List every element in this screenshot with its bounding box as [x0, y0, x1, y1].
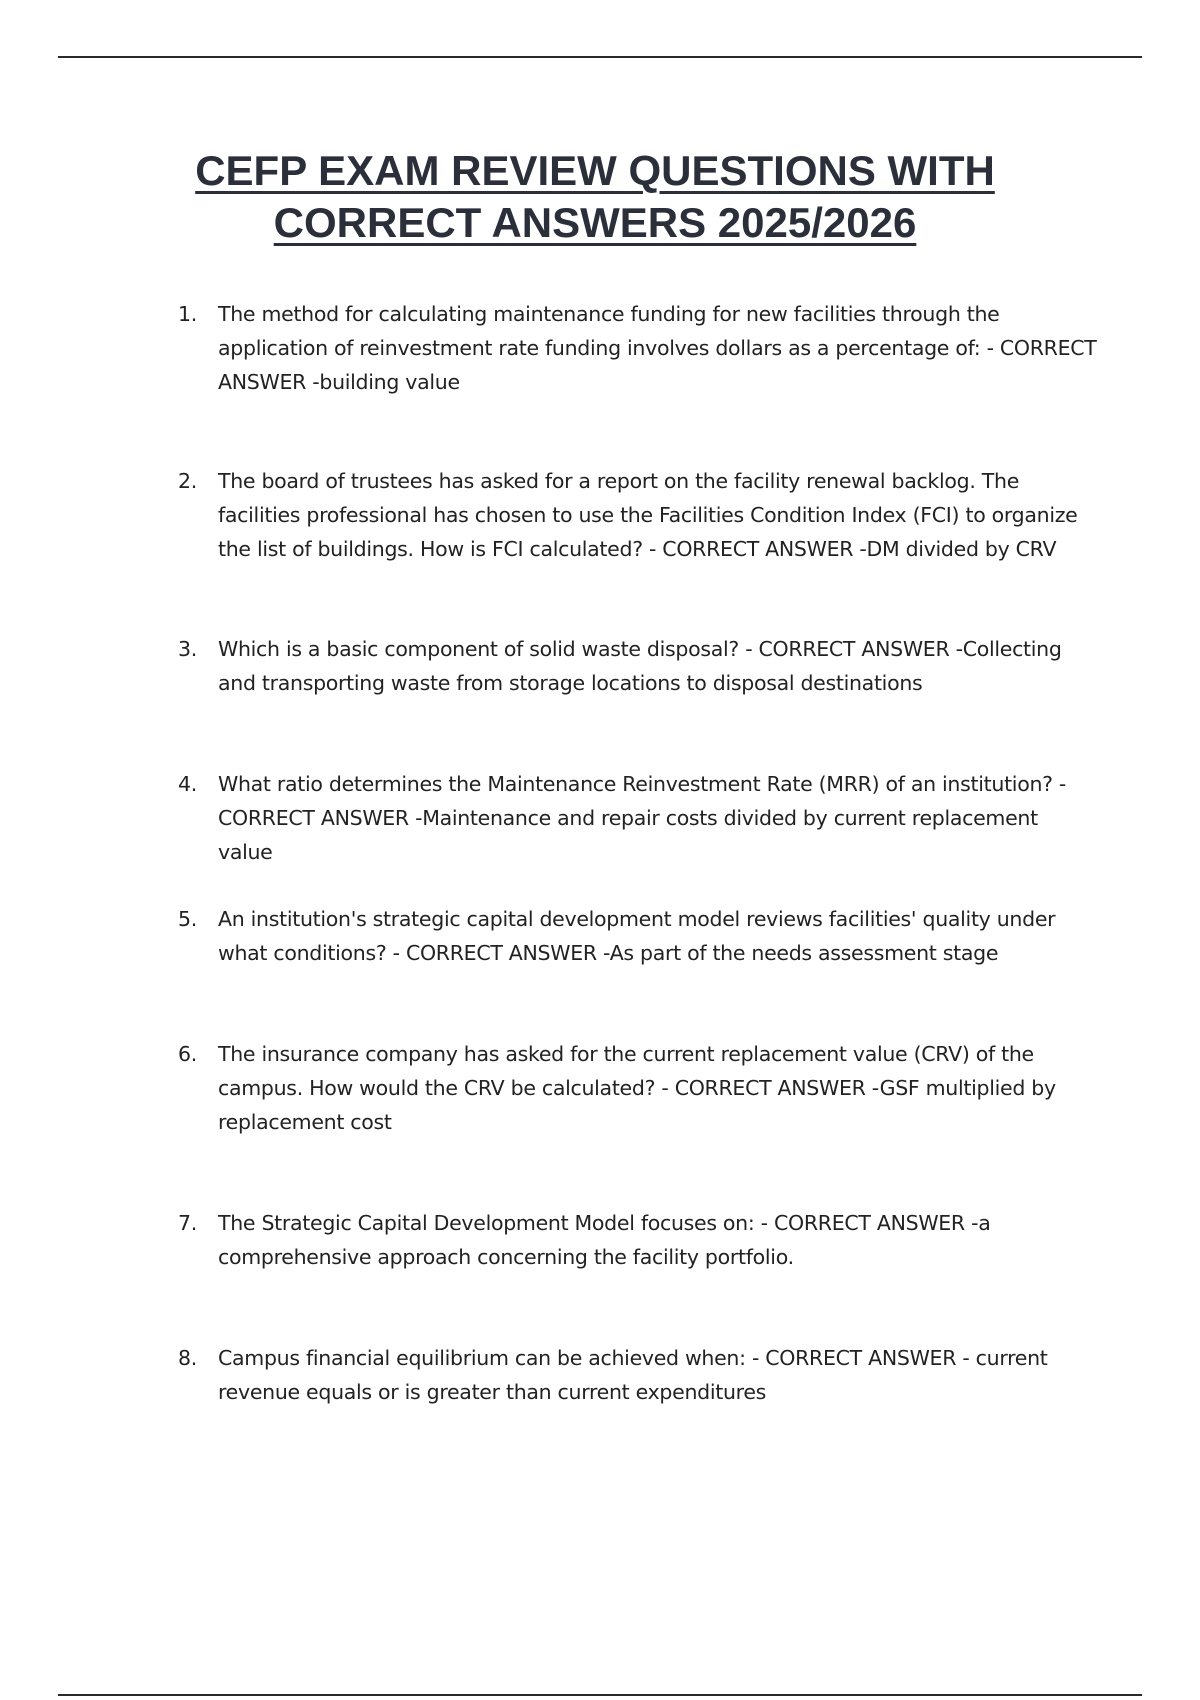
bottom-rule: [58, 1694, 1142, 1696]
question-number: 2.: [178, 469, 197, 493]
question-text: What ratio determines the Maintenance Reinvestment Rate (MRR) of an institution? - CORRECT ANSWER -Maintenance and repair costs divided by current replacement value: [218, 772, 1067, 864]
question-item: [178, 464, 1098, 566]
question-item: [178, 1341, 1098, 1409]
question-text: The board of trustees has asked for a report on the facility renewal backlog. The facilities professional has chosen to use the Facilities Condition Index (FCI) to organize the list of buildings. How is FCI calculated? - CORRECT ANSWER -DM divided by CRV: [218, 469, 1078, 561]
question-text: The method for calculating maintenance funding for new facilities through the application of reinvestment rate funding involves dollars as a percentage of: - CORRECT ANSWER -building value: [218, 302, 1097, 394]
question-text: An institution's strategic capital development model reviews facilities' quality under what conditions? - CORRECT ANSWER -As part of the needs assessment stage: [218, 907, 1056, 965]
top-rule: [58, 56, 1142, 58]
question-number: 3.: [178, 637, 197, 661]
document-title: [120, 145, 1070, 249]
question-number: 8.: [178, 1346, 197, 1370]
question-number: 1.: [178, 302, 197, 326]
question-number: 7.: [178, 1211, 197, 1235]
question-number: 6.: [178, 1042, 197, 1066]
question-number: 4.: [178, 772, 197, 796]
question-text: Campus financial equilibrium can be achieved when: - CORRECT ANSWER - current revenue equals or is greater than current expenditures: [218, 1346, 1048, 1404]
question-number: 5.: [178, 907, 197, 931]
title-line-1: CEFP EXAM REVIEW QUESTIONS WITH: [195, 147, 995, 194]
question-text: Which is a basic component of solid waste disposal? - CORRECT ANSWER -Collecting and transporting waste from storage locations to disposal destinations: [218, 637, 1062, 695]
title-line-2: CORRECT ANSWERS 2025/2026: [273, 199, 917, 246]
question-item: [178, 632, 1098, 700]
question-item: [178, 1206, 1098, 1274]
question-item: [178, 902, 1098, 970]
question-item: [178, 1037, 1098, 1139]
question-item: [178, 767, 1098, 869]
question-text: The insurance company has asked for the current replacement value (CRV) of the campus. How would the CRV be calculated? - CORRECT ANSWER -GSF multiplied by replacement cost: [218, 1042, 1056, 1134]
question-text: The Strategic Capital Development Model focuses on: - CORRECT ANSWER -a comprehensive approach concerning the facility portfolio.: [218, 1211, 991, 1269]
question-item: [178, 297, 1098, 399]
